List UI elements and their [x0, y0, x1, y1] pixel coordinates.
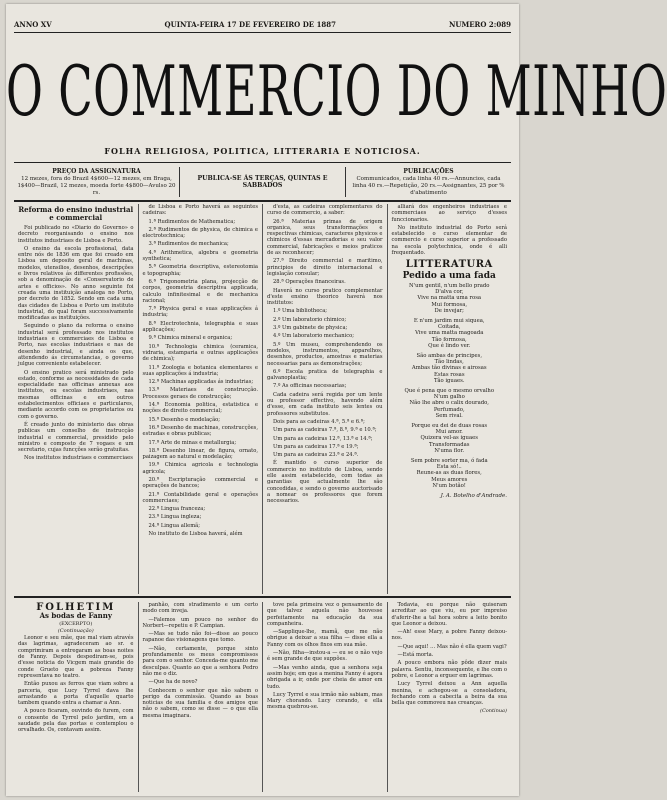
poem-line: Sem rival. — [435, 412, 463, 419]
article-paragraph: 1.ª Rudimentos de Mathematica; — [148, 218, 236, 225]
poem-title: Pedido a uma fada — [402, 270, 496, 281]
publications-text: Communicados, cada linha 40 rs.—Annuncios, cada linha 40 rs.—Repetição, 20 rs.—Assignantes, 25 por % d'abatimento — [352, 176, 505, 196]
poem-line: Sem pobre sorter ma, ó fada — [410, 458, 488, 465]
folhetim-column-3 — [263, 602, 388, 792]
poem-signature: J. A. Botelho d'Andrade. — [440, 493, 507, 500]
article-paragraph: 7.ª Physica geral e suas applicações á industria; — [142, 306, 258, 319]
folhetim-paragraph: Então puxou as ferros que viam sobre a parceria, que Lucy Tyrrel dava lhe arrastando a porta d'aquelle quarto tambem quando entra a chamar a Ann. — [18, 681, 134, 707]
article-paragraph: Nos institutos industriaes e commerciaes — [24, 455, 133, 462]
poem-line: Ambas tão divinas e airosas — [411, 365, 487, 372]
poem-stanza — [392, 283, 508, 314]
poem-line: N'um gentil, n'um bello prado — [409, 282, 490, 289]
article-paragraph: 10.ª Technologia chimica (ceramica, vidraria, estamparia e outras applicações de chimica); — [142, 343, 258, 363]
continued-note: (Continua) — [480, 708, 507, 715]
literature-heading: LITTERATURA — [405, 259, 493, 271]
folhetim-divider — [14, 596, 511, 598]
article-col1-text — [18, 225, 134, 462]
poem-line: Reune-as as duas flores, — [416, 470, 482, 477]
article-paragraph: 18.ª Desenho linear, de figura, ornato, paizagem ao natural e modelação; — [142, 447, 258, 461]
folhetim-paragraph: A pouco ficaram, ouvindo do furem, com o consente de Tyrrel pelo jardim, em a saudade pela das portas e contemplou o orvalhado. Os, contavam assim. — [18, 708, 134, 734]
poem-line: Vive na matta uma rosa — [417, 295, 482, 302]
folhetim-paragraph: —Mas venho ainda, que a senhora seja assim hoje; em que a menina Fanny é agora obrigada a ir, onde por cheia de amor em tudo. — [267, 664, 383, 690]
article-paragraph: 6.ª Trigonometria plana, projecção de corpos, geometria descriptiva applicada, calculo infinitesimal e de mechanica racional; — [142, 278, 258, 304]
info-bar — [14, 167, 511, 197]
poem-line: Não lhe abre o calix dourado, — [409, 400, 489, 407]
column-1 — [14, 204, 139, 594]
article-paragraph: Seguindo o plano da reforma o ensino industrial será professado nos institutos industriaes e commerciaes de Lisboa e Porto, nas escolas industriaes e nas de desenho industrial, e ainda os que, attendendo ás circumstancias, o governo julgue conveniente estabelecer. — [18, 323, 134, 368]
article-paragraph: 1.º Uma bibliotheca; — [273, 308, 328, 315]
article-paragraph: Um para as cadeiras 23.ª e 24.ª. — [273, 452, 359, 459]
article-paragraph: 13.ª Materiaes de construcção. Processos geraes de construcção; — [142, 387, 258, 400]
folhetim-paragraph: —Ah! esse Mary, a pobre Fanny deixou-nos. — [391, 629, 507, 642]
folhetim-paragraph: —Mas se tudo não foi—disse ao pouco rapanoe das visionagens que tomo. — [142, 631, 258, 644]
issue-number: NUMERO 2:089 — [448, 19, 511, 29]
article-paragraph: 11.ª Zoologia e botanica elementares e suas applicações á industria; — [142, 364, 258, 377]
poem-line: Meus amores — [431, 476, 468, 483]
poem-line: Que é pena que o mesmo orvalho — [404, 388, 495, 395]
story-note: (EXCERPTO) — [59, 620, 93, 627]
poem-line: Tão formosa, — [431, 336, 467, 343]
article-paragraph: d'esta, as cadeiras complementares do curso de commercio, a saber: — [267, 204, 383, 217]
article-paragraph: 5.ª Geometria descriptiva, estereotomia e topographia; — [142, 264, 258, 277]
poem-stanza — [392, 318, 508, 349]
poem-line: N'uma flor. — [434, 447, 465, 454]
article-paragraph: 27.ª Direito commercial e maritimo, principios de direito internacional e legislação consular; — [267, 258, 383, 277]
poem-line: Transformadas — [429, 441, 470, 448]
folhetim-col2-text — [143, 602, 259, 719]
article-paragraph: É creado junto do ministerio das obras publicas um conselho de instrucção industrial e commercial, presidido pelo ministro e composto de 7 vogaes e um secretario, cujas funcções serão gratuitas. — [18, 421, 134, 454]
article-paragraph: No instituto industrial do Porto será estabelecido o curso elementar de commercio e curso superior a professado na escola polytechnica, onde é alli frequentado. — [391, 224, 507, 257]
article-paragraph: Um para as cadeiras 7.ª, 8.ª, 9.ª e 10.ª; — [273, 427, 377, 434]
article-paragraph: 28.ª Operações financeiras. — [273, 279, 346, 286]
top-rule — [14, 32, 511, 33]
folhetim-paragraph: panhão, com stradimento e um certo modo com inveja. — [142, 602, 258, 615]
folhetim-paragraph: —Que ha de novo? — [148, 679, 198, 686]
poem-line: Estas rosas — [433, 371, 465, 378]
poem-line: N'um botão! — [432, 482, 466, 489]
folhetim-paragraph: —Não, filha—instou-a — eu se o não vejo é sem grande de que suppões. — [267, 650, 383, 663]
subtitle-rule — [14, 162, 511, 163]
article-paragraph: 14.ª Economia politica, estatistica e noções de direito commercial; — [142, 402, 258, 415]
article-paragraph: 4.º Um laboratorio mechanico; — [273, 333, 354, 340]
poem-stanza — [392, 423, 508, 454]
publication-days: PUBLICA-SE ÁS TERÇAS, QUINTAS E SABBADOS — [197, 175, 328, 189]
folhetim-paragraph: —Que aqui! ... Mas não é ella quem vagi? — [397, 643, 507, 650]
poem-line: E n'um jardim mui siquea, — [413, 317, 485, 324]
poem-line: Quizera vel-as iguaes — [420, 435, 478, 442]
folhetim-paragraph: —Está morta. — [397, 652, 434, 659]
article-col4-text — [392, 204, 508, 256]
article-paragraph: Foi publicado no «Diario do Governo» o decreto reorganisando o ensino nos institutos industriaes de Lisboa e Porto. — [18, 225, 134, 244]
article-paragraph: 2.º Um laboratorio chimico; — [273, 316, 347, 323]
poem-stanza — [392, 353, 508, 384]
article-col3-text — [267, 204, 383, 504]
folhetim-paragraph: A pouco embora não pôde dizer mais palavra. Sentiu, inconsequente, e lhe com o pobre, e Leonor a erguer em lagrimas. — [391, 660, 507, 679]
article-paragraph: 3.º Um gabinete de physica; — [273, 325, 348, 332]
article-paragraph: 17.ª Arte de minas e metallurgia; — [148, 439, 237, 446]
poem-line: Porque eu dei de duas rosas — [411, 423, 488, 430]
info-rule — [14, 200, 511, 202]
article-paragraph: 16.ª Desenho de machinas, construcções, estradas e obras publicas; — [142, 424, 258, 438]
article-paragraph: 20.ª Escripturação commercial e operações de bancos; — [142, 476, 258, 490]
year-label: ANNO XV — [14, 19, 52, 29]
poem-body — [392, 283, 508, 489]
folhetim-column-1 — [14, 602, 139, 792]
newspaper-page — [6, 4, 667, 796]
article-paragraph: Um para as cadeiras 12.ª, 13.ª e 14.ª; — [273, 435, 373, 442]
article-paragraph: 2.ª Rudimentos de physica, de chimica e electrotechnica; — [142, 226, 258, 240]
article-paragraph: 5.º Um museu, comprehendendo os modelos, instrumentos, apparelhos, desenhos, productos, amostras e materias necessarias para as demonstrações; — [267, 341, 383, 367]
article-paragraph: Cada cadeira será regida por um lente ou professor effectivo, havendo além d'esse, em cada instituto seis lentes ou professores substitutos. — [267, 391, 383, 417]
main-columns — [14, 204, 511, 594]
article-paragraph: 6.º Escola pratica de telegraphia e galvanoplastia; — [267, 368, 383, 382]
folhetim-paragraph: —Sapplique-lhe, mamã, que me não obrigue a deixar a sua filha — disse ella a Fanny com os olhos fixos em sua mãe. — [267, 629, 383, 648]
poem-line: D'alva cor, — [435, 289, 464, 296]
article-paragraph: Um para as cadeiras 17.ª e 19.ª; — [273, 443, 359, 450]
article-paragraph: de Lisboa e Porto haverá as seguintes cadeiras: — [142, 204, 258, 217]
folhetim-paragraph: —Falemos um pouco no senhor do Norbert—repetiu e P. Campian. — [142, 616, 258, 629]
article-paragraph: Haverá no curso pratico complementar d'este ensino theorico haverá nos institutos: — [267, 287, 383, 307]
article-paragraph: alliará dos engenheiros industriaes e commerciaes ao serviço d'esses funccionarios. — [391, 204, 507, 223]
publications-title: PUBLICAÇÕES — [403, 168, 454, 175]
poem-line: Perfumado, — [433, 406, 465, 413]
article-paragraph: 15.ª Desenho e modelação; — [148, 416, 221, 423]
folhetim-col1-text — [18, 635, 134, 733]
article-paragraph: 21.ª Contabilidade geral e operações commerciaes; — [142, 491, 258, 504]
publication-days-box — [179, 167, 346, 197]
poem-line: Mui amor. — [435, 429, 463, 436]
article-paragraph: 7.º As officinas necessarias; — [273, 383, 347, 390]
column-3 — [263, 204, 388, 594]
article-paragraph: 3.ª Rudimentos de mechanica; — [148, 241, 229, 248]
folhetim-paragraph: Todavia, eu porque não quiseram acreditar ao que viu, eu por impreiso d'aferir-lhe a tal hora sobre a leito bonito que Leonor a deixou. — [391, 602, 507, 627]
masthead-subtitle: FOLHA RELIGIOSA, POLITICA, LITTERARIA E NOTICIOSA. — [104, 146, 421, 156]
folhetim-paragraph: Conhecem o senhor que não sabem o perigo da commissão. Quando as boas noticias de sua familia e dos amigos que não o sabem, como se disse — o que ella mesma imaginara. — [142, 687, 258, 719]
poem-line: N'um galho — [433, 394, 465, 401]
folhetim-paragraph: tove pela primeira vez o pensamento de que talvez aquela não houvesse perfeitamente na educação da sua companheira. — [267, 602, 383, 627]
article-paragraph: 26.ª Materias primas de origem organica, seus transformações e respectivas chimicas, caracteres physicos e chimicos d'essas mercadorias e seu valor commercial, fabricações e meios praticos de as reconhecer; — [267, 218, 383, 257]
folhetim-paragraph: Lucy Tyrrel e sua irmão não sabiam, mas Mary chorando. Lucy corando, e ella mesma quebrou-se. — [267, 691, 383, 711]
poem-stanza — [392, 388, 508, 419]
folhetim-paragraph: —Não, certamente, porque sinto profundamente os meus compromissos para com o senhor. Conceda-me quanto me desculpas. Quanto ao que a senhora Pedro não me o diz. — [142, 645, 258, 677]
poem-line: Vive uma matta magoada — [415, 330, 484, 337]
subscription-title: PREÇO DA ASSIGNATURA — [52, 168, 141, 175]
poem-stanza — [392, 458, 508, 489]
article-paragraph: É mantido o curso superior de commercio no instituto de Lisboa, sendo elle assim estabelecido, com todas as garantias que actualmente lhe são concedidas, e sendo o governo auctorisado a nomear os professores que forem necessarios. — [267, 460, 383, 505]
date-label: QUINTA-FEIRA 17 DE FEVEREIRO DE 1887 — [164, 19, 337, 29]
folhetim-column-4 — [388, 602, 512, 792]
column-4 — [388, 204, 512, 594]
folhetim-heading: FOLHETIM — [36, 602, 116, 613]
poem-line: Tão lindas, — [434, 359, 464, 366]
subscription-text: 12 mezes, fora do Brazil 4$600—12 mezes, em Braga, 1$400—Brazil, 12 mezes, moeda forte 4$800—Avulso 20 rs. — [17, 176, 176, 196]
column-2 — [139, 204, 264, 594]
folhetim-col4-text — [392, 602, 508, 706]
story-continuation: (Continuação) — [57, 627, 94, 634]
article-paragraph: 19.ª Chimica agricola e technologia agricola; — [142, 462, 258, 475]
article-paragraph: 24.ª Lingua allemã; — [148, 522, 200, 529]
poem-line: Que é lindo ver. — [428, 342, 471, 349]
header-info-line — [14, 18, 511, 30]
folhetim-column-2 — [139, 602, 264, 792]
masthead-title: O COMMERCIO DO MINHO — [6, 50, 667, 133]
poem-line: Esta só!.. — [436, 464, 462, 471]
folhetim-paragraph: Leonor e seu mãe, que mal viam através das lagrimas, agradeceram ao sr. e comprimiram a entregaram as boas noites de Fanny. Depois despediram-se, pois d'esse noticia do Vicgem mais grandie do conde Grueto que a pobreza Fanny representava no teatro. — [18, 635, 134, 679]
folhetim-col3-text — [267, 602, 383, 711]
folhetim-columns — [14, 602, 511, 792]
subscription-box — [14, 167, 179, 197]
poem-line: Coitada, — [438, 324, 461, 331]
article-paragraph: 12.ª Machinas applicadas ás industrias; — [148, 379, 254, 386]
article-title: Reforma do ensino industrial e commercial — [18, 205, 134, 222]
poem-line: Tão iguaes. — [433, 377, 465, 384]
article-col2-text — [143, 204, 259, 537]
article-paragraph: Dois para as cadeiras 4.ª, 5.ª e 6.ª; — [273, 418, 365, 425]
article-paragraph: O ensino da escola profissional, data entre nós de 1836 em que foi creado em Lisboa um deposito geral de machinas, modelos, utensilios, desenhos, descripções e livros relativos ás differentes profissões, sob a denominação de «Conservatorio de artes e officios». No anno seguinte foi creada uma instituição analoga no Porto, por decreto de 1852. Sendo em cada uma das cidades de Lisboa e Porto um instituto industrial, do qual foram successivamente modificadas as instituições. — [18, 245, 134, 322]
poem-line: Mui formosa, — [431, 301, 468, 308]
article-paragraph: 4.ª Arithmetica, algebra e geometria synthetica; — [142, 249, 258, 263]
article-paragraph: 8.ª Electrotechnia, telegraphia e suas applicações; — [142, 320, 258, 334]
article-paragraph: O ensino pratico será ministrado pelo estado, conforme as necessidades de cada especialidade nas officinas annexas aos institutos, ou escolas industriaes, nas mesmas officinas e em outros estabelecimentos officiaes e particulares, mediante accordo com os proprietarios ou com o governo. — [18, 369, 134, 420]
article-paragraph: 22.ª Lingua franceza; — [148, 506, 206, 513]
poem-line: De invejar; — [434, 307, 464, 314]
article-paragraph: No instituto de Lisboa haverá, além — [148, 531, 243, 538]
poem-line: São ambas de principes, — [416, 353, 483, 359]
story-title: As bodas de Fanny — [39, 611, 112, 621]
folhetim-paragraph: Lucy Tyrrel deixou a Ann aquella menina, e achegou-se a consoladora, fechando com a cabecita a beira da sua bella que commoveu nas creanças. — [391, 681, 507, 707]
article-paragraph: 23.ª Lingua ingleza; — [148, 514, 202, 521]
publications-box — [346, 167, 511, 197]
article-paragraph: 9.ª Chimica mineral e organica; — [148, 335, 233, 342]
